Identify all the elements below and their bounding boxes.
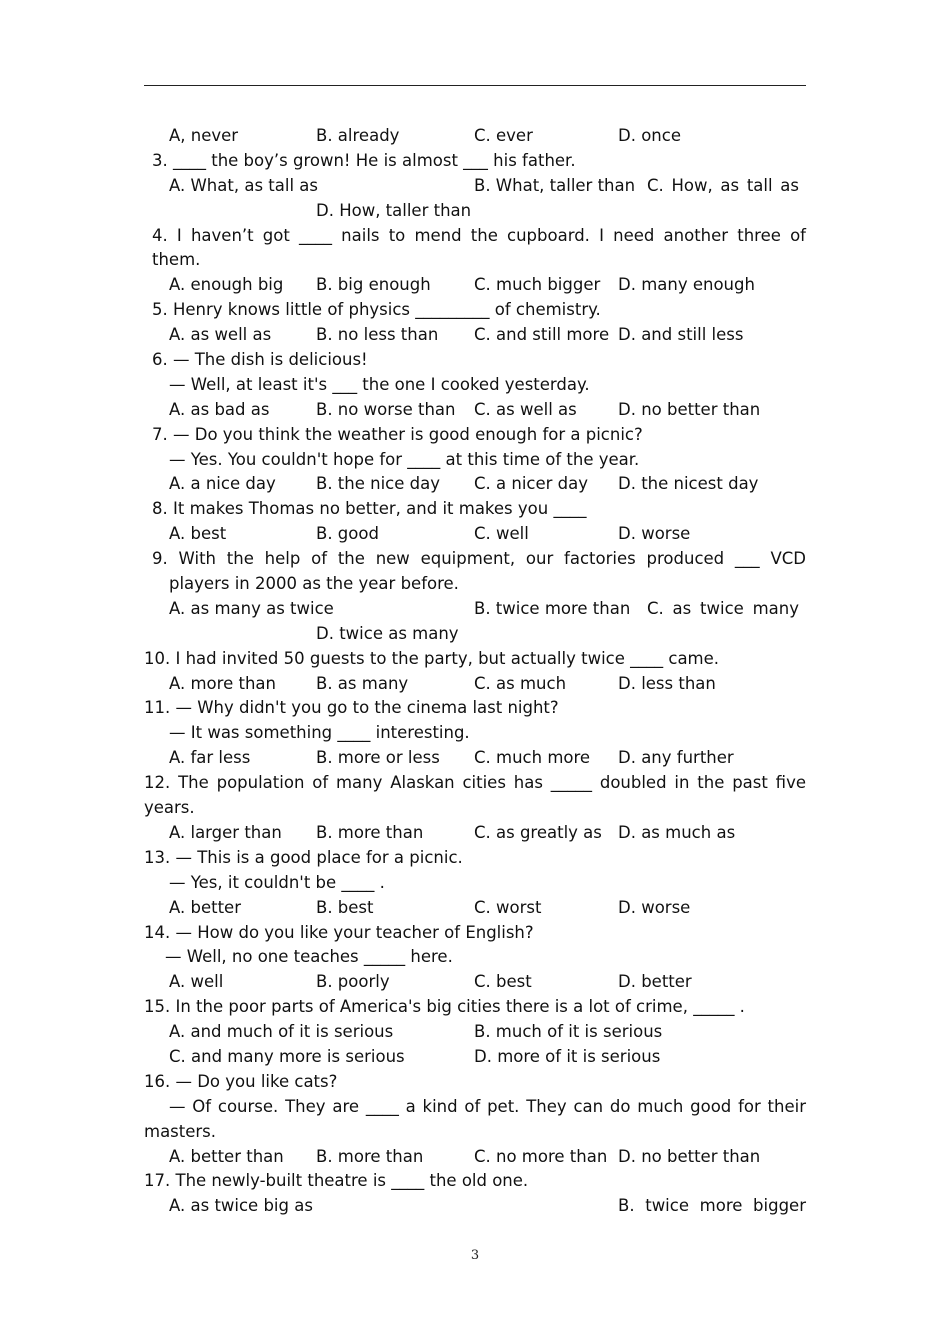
reply-text: — Yes. You couldn't hope for ____ at this time of the year.	[169, 449, 640, 469]
option-c[interactable]: C. much more	[474, 748, 591, 768]
options-row	[0, 896, 950, 921]
option-b[interactable]: B. more than	[316, 1146, 424, 1166]
option-b[interactable]: B. What, taller than	[474, 175, 636, 195]
options-row	[0, 124, 950, 149]
option-a[interactable]: A. a nice day	[169, 474, 276, 494]
option-d[interactable]: D. more of it is serious	[474, 1046, 661, 1066]
question-stem: years.	[144, 798, 195, 818]
reply-text: — Yes, it couldn't be ____ .	[169, 872, 385, 892]
option-a[interactable]: A. best	[169, 524, 227, 544]
option-d[interactable]: D. worse	[618, 897, 691, 917]
options-row	[0, 970, 950, 995]
option-d[interactable]: D. the nicest day	[618, 474, 759, 494]
option-d[interactable]: D. How, taller than	[316, 200, 472, 220]
question-10	[0, 647, 950, 672]
option-c[interactable]: C. worst	[474, 897, 542, 917]
reply-text: masters.	[144, 1121, 217, 1141]
reply-text: — It was something ____ interesting.	[169, 723, 470, 743]
question-5	[0, 298, 950, 323]
option-b[interactable]: B. good	[316, 524, 379, 544]
option-b[interactable]: B. no worse than	[316, 399, 456, 419]
dialogue-reply	[0, 1095, 950, 1120]
options-row	[0, 1020, 950, 1045]
question-stem-continued	[0, 572, 950, 597]
dialogue-reply	[0, 871, 950, 896]
question-stem: 3. ____ the boy’s grown! He is almost ___ his father.	[152, 150, 576, 170]
option-a[interactable]: A. better than	[169, 1146, 284, 1166]
question-16	[0, 1070, 950, 1095]
option-a[interactable]: A. as well as	[169, 325, 272, 345]
option-a[interactable]: A. and much of it is serious	[169, 1022, 394, 1042]
question-stem: 9. With the help of the new equipment, our factories produced ___ VCD	[152, 549, 806, 569]
option-b[interactable]: B. more or less	[316, 748, 440, 768]
dialogue-reply	[0, 721, 950, 746]
option-a[interactable]: A. as twice big as	[169, 1196, 313, 1216]
options-row	[0, 746, 950, 771]
option-c[interactable]: C. much bigger	[474, 275, 601, 295]
option-a[interactable]: A. better	[169, 897, 241, 917]
option-a[interactable]: A. What, as tall as	[169, 175, 318, 195]
dialogue-reply	[0, 945, 950, 970]
header-rule	[144, 85, 806, 86]
option-d[interactable]: D. no better than	[618, 399, 761, 419]
question-7	[0, 423, 950, 448]
question-stem: 5. Henry knows little of physics _________ of chemistry.	[152, 300, 601, 320]
question-13	[0, 846, 950, 871]
option-a[interactable]: A. larger than	[169, 822, 282, 842]
question-15	[0, 995, 950, 1020]
option-b[interactable]: B. twice more bigger	[618, 1196, 806, 1216]
question-stem: 12. The population of many Alaskan cities has _____ doubled in the past five	[144, 773, 806, 793]
options-row	[0, 174, 950, 199]
options-row	[0, 1045, 950, 1070]
option-c[interactable]: C. as twice many	[647, 598, 799, 618]
question-stem: 17. The newly-built theatre is ____ the old one.	[144, 1171, 529, 1191]
option-c[interactable]: C. as well as	[474, 399, 577, 419]
question-list	[0, 124, 950, 1219]
option-d[interactable]: D. many enough	[618, 275, 755, 295]
options-row	[0, 522, 950, 547]
option-b[interactable]: B. already	[316, 126, 400, 145]
option-c[interactable]: C. best	[474, 972, 532, 992]
question-14	[0, 921, 950, 946]
options-row	[0, 622, 950, 647]
option-c[interactable]: C. ever	[474, 126, 533, 145]
option-d[interactable]: D. worse	[618, 524, 691, 544]
question-stem-continued	[0, 796, 950, 821]
option-b[interactable]: B. no less than	[316, 325, 439, 345]
option-b[interactable]: B. as many	[316, 673, 409, 693]
options-row	[0, 597, 950, 622]
options-row	[0, 672, 950, 697]
question-stem: 14. — How do you like your teacher of English?	[144, 922, 534, 942]
option-a[interactable]: A. well	[169, 972, 224, 992]
question-4	[0, 224, 950, 249]
options-row	[0, 1194, 950, 1219]
options-row	[0, 199, 950, 224]
option-d[interactable]: D. and still less	[618, 325, 744, 345]
reply-text: — Well, at least it's ___ the one I cooked yesterday.	[169, 374, 590, 394]
option-b[interactable]: B. poorly	[316, 972, 390, 992]
question-6	[0, 348, 950, 373]
question-17	[0, 1169, 950, 1194]
option-a[interactable]: A. as bad as	[169, 399, 270, 419]
question-stem: 7. — Do you think the weather is good enough for a picnic?	[152, 424, 643, 444]
question-12	[0, 771, 950, 796]
option-b[interactable]: B. much of it is serious	[474, 1022, 663, 1042]
option-a[interactable]: A. as many as twice	[169, 598, 334, 618]
option-c[interactable]: C. a nicer day	[474, 474, 589, 494]
question-stem: 11. — Why didn't you go to the cinema last night?	[144, 698, 559, 718]
option-c[interactable]: C. well	[474, 524, 529, 544]
options-row	[0, 398, 950, 423]
question-stem-continued	[0, 248, 950, 273]
question-3	[0, 149, 950, 174]
options-row	[0, 821, 950, 846]
option-b[interactable]: B. big enough	[316, 275, 431, 295]
option-d[interactable]: D. better	[618, 972, 692, 992]
options-row	[0, 323, 950, 348]
question-stem: them.	[152, 250, 201, 270]
dialogue-reply-continued	[0, 1120, 950, 1145]
option-c[interactable]: C. no more than	[474, 1146, 608, 1166]
question-stem: 13. — This is a good place for a picnic.	[144, 847, 463, 867]
question-stem: 15. In the poor parts of America's big cities there is a lot of crime, _____ .	[144, 997, 745, 1017]
option-a[interactable]: A. far less	[169, 748, 251, 768]
question-9	[0, 547, 950, 572]
option-d[interactable]: D. any further	[618, 748, 734, 768]
options-row	[0, 1145, 950, 1170]
option-b[interactable]: B. the nice day	[316, 474, 440, 494]
option-a[interactable]: A, never	[169, 126, 239, 145]
dialogue-reply	[0, 373, 950, 398]
option-b[interactable]: B. more than	[316, 822, 424, 842]
question-stem: 8. It makes Thomas no better, and it makes you ____	[152, 499, 587, 519]
reply-text: — Well, no one teaches _____ here.	[165, 947, 453, 967]
option-b[interactable]: B. best	[316, 897, 374, 917]
option-d[interactable]: D. less than	[618, 673, 716, 693]
option-a[interactable]: A. enough big	[169, 275, 284, 295]
question-stem: 10. I had invited 50 guests to the party, but actually twice ____ came.	[144, 648, 720, 668]
option-c[interactable]: C. and many more is serious	[169, 1046, 405, 1066]
options-row	[0, 273, 950, 298]
option-c[interactable]: C. as much	[474, 673, 567, 693]
option-d[interactable]: D. once	[618, 126, 681, 145]
option-d[interactable]: D. twice as many	[316, 623, 459, 643]
option-d[interactable]: D. as much as	[618, 822, 736, 842]
question-stem: 6. — The dish is delicious!	[152, 350, 368, 370]
question-stem: 16. — Do you like cats?	[144, 1071, 338, 1091]
question-stem: players in 2000 as the year before.	[169, 574, 459, 594]
option-c[interactable]: C. How, as tall as	[647, 175, 799, 195]
dialogue-reply	[0, 448, 950, 473]
option-b[interactable]: B. twice more than	[474, 598, 631, 618]
question-stem: 4. I haven’t got ____ nails to mend the cupboard. I need another three of	[152, 225, 806, 245]
option-d[interactable]: D. no better than	[618, 1146, 761, 1166]
reply-text: — Of course. They are ____ a kind of pet. They can do much good for their	[169, 1096, 806, 1116]
option-a[interactable]: A. more than	[169, 673, 276, 693]
option-c[interactable]: C. and still more	[474, 325, 610, 345]
question-8	[0, 497, 950, 522]
page-number: 3	[470, 1248, 480, 1263]
question-11	[0, 696, 950, 721]
options-row	[0, 472, 950, 497]
option-c[interactable]: C. as greatly as	[474, 822, 602, 842]
